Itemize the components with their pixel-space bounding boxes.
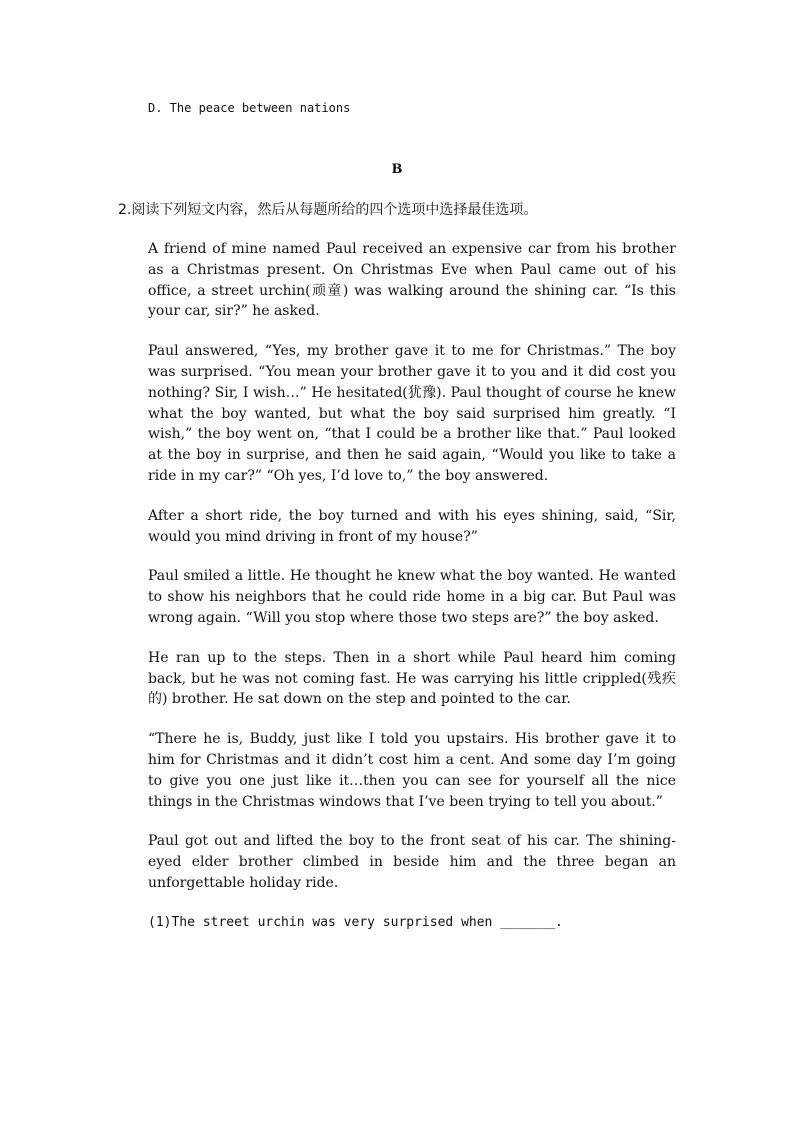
passage-paragraph-4: Paul smiled a little. He thought he knew what the boy wanted. He wanted to show his neighbors that he could ride home in a big car. But Paul was wrong again. “Will you stop where those two steps are?” the boy asked. [148, 568, 676, 626]
question-instruction: 2.阅读下列短文内容，然后从每题所给的四个选项中选择最佳选项。 [118, 202, 538, 218]
sub-question-1: (1)The street urchin was very surprised when _______. [148, 914, 563, 930]
section-heading: B [391, 162, 403, 177]
passage-paragraph-1: A friend of mine named Paul received an expensive car from his brother as a Christmas present. On Christmas Eve when Paul came out of his office, a street urchin(顽童) was walking around the shining car. “Is this your car, sir?” he asked. [148, 241, 676, 320]
passage-paragraph-6: “There he is, Buddy, just like I told you upstairs. His brother gave it to him for Christmas and it didn’t cost him a cent. And some day I’m going to give you one just like it…then you can see for yourself all the nice things in the Christmas windows that I’ve been trying to tell you about.” [148, 731, 676, 810]
reading-passage [148, 239, 676, 934]
passage-paragraph-7: Paul got out and lifted the boy to the front seat of his car. The shining-eyed elder brother climbed in beside him and the three began an unforgettable holiday ride. [148, 833, 676, 891]
passage-paragraph-3: After a short ride, the boy turned and with his eyes shining, said, “Sir, would you mind driving in front of my house?” [148, 507, 676, 545]
passage-paragraph-5: He ran up to the steps. Then in a short while Paul heard him coming back, but he was not coming fast. He was carrying his little crippled(残疾的) brother. He sat down on the step and pointed to the car. [148, 649, 676, 708]
passage-paragraph-2: Paul answered, “Yes, my brother gave it to me for Christmas.” The boy was surprised. “You mean your brother gave it to you and it did cost you nothing? Sir, I wish…” He hesitated(犹豫). Paul thought of course he knew what the boy wanted, but what the boy said surprised him greatly. “I wish,” the boy went on, “that I could be a brother like that.” Paul looked at the boy in surprise, and then he said again, “Would you like to take a ride in my car?” “Oh yes, I’d love to,” the boy answered. [148, 343, 676, 484]
previous-question-option-d: D. The peace between nations [148, 101, 351, 115]
